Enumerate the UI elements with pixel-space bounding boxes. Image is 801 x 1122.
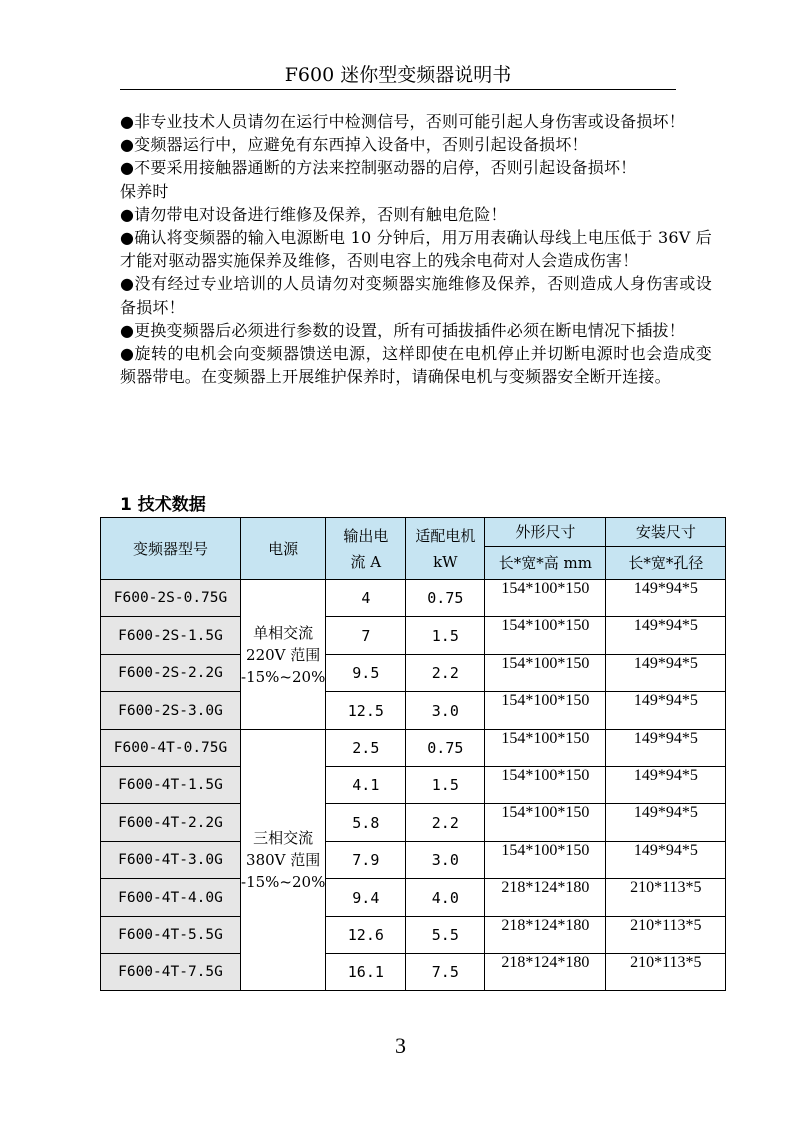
cell-outline: 154*100*150 bbox=[485, 730, 606, 767]
cell-current: 5.8 bbox=[326, 804, 406, 842]
header-install-sub: 长*宽*孔径 bbox=[606, 547, 726, 580]
tech-data-table bbox=[100, 517, 726, 991]
cell-outline: 154*100*150 bbox=[485, 617, 606, 655]
cell-motor: 3.0 bbox=[406, 692, 485, 730]
note-item: ●更换变频器后必须进行参数的设置，所有可插拔插件必须在断电情况下插拔！ bbox=[120, 320, 685, 340]
cell-install: 210*113*5 bbox=[606, 954, 726, 991]
cell-model: F600-2S-2.2G bbox=[101, 655, 241, 692]
cell-motor: 2.2 bbox=[406, 655, 485, 692]
power-line: -15%~20% bbox=[241, 873, 326, 891]
cell-model: F600-4T-7.5G bbox=[101, 954, 241, 991]
cell-current: 16.1 bbox=[326, 954, 406, 991]
cell-model: F600-4T-5.5G bbox=[101, 917, 241, 954]
cell-install: 210*113*5 bbox=[606, 917, 726, 954]
cell-install: 149*94*5 bbox=[606, 730, 726, 767]
header-current bbox=[326, 518, 406, 580]
cell-power-single-phase bbox=[241, 580, 326, 730]
safety-notes bbox=[120, 110, 712, 388]
cell-motor: 1.5 bbox=[406, 617, 485, 655]
cell-outline: 154*100*150 bbox=[485, 692, 606, 730]
cell-motor: 0.75 bbox=[406, 730, 485, 767]
cell-outline: 154*100*150 bbox=[485, 580, 606, 617]
cell-install: 149*94*5 bbox=[606, 692, 726, 730]
power-line: -15%~20% bbox=[241, 667, 326, 686]
cell-outline: 218*124*180 bbox=[485, 954, 606, 991]
cell-outline: 154*100*150 bbox=[485, 655, 606, 692]
cell-install: 149*94*5 bbox=[606, 804, 726, 842]
cell-motor: 4.0 bbox=[406, 879, 485, 917]
note-heading: 保养时 bbox=[120, 181, 169, 201]
cell-install: 149*94*5 bbox=[606, 767, 726, 804]
page-header-title: F600 迷你型变频器说明书 bbox=[284, 64, 512, 86]
cell-motor: 7.5 bbox=[406, 954, 485, 991]
cell-install: 149*94*5 bbox=[606, 580, 726, 617]
cell-install: 210*113*5 bbox=[606, 879, 726, 917]
power-line: 单相交流 bbox=[253, 623, 314, 642]
cell-model: F600-2S-0.75G bbox=[101, 580, 241, 617]
cell-install: 149*94*5 bbox=[606, 617, 726, 655]
header-outline-sub: 长*宽*高 mm bbox=[485, 547, 606, 580]
cell-current: 7 bbox=[326, 617, 406, 655]
header-current-text: 输出电流 A bbox=[343, 526, 389, 571]
note-item: ●确认将变频器的输入电源断电 10 分钟后，用万用表确认母线上电压低于 36V 后才能对驱动器实施保养及维修，否则电容上的残余电荷对人会造成伤害！ bbox=[120, 228, 712, 271]
cell-current: 4 bbox=[326, 580, 406, 617]
power-line: 220V 范围 bbox=[246, 645, 321, 664]
cell-outline: 154*100*150 bbox=[485, 842, 606, 879]
note-item: ●旋转的电机会向变频器馈送电源，这样即使在电机停止并切断电源时也会造成变频器带电。在变频器上开展维护保养时，请确保电机与变频器安全断开连接。 bbox=[120, 344, 712, 387]
power-line: 三相交流 bbox=[253, 829, 314, 847]
cell-current: 2.5 bbox=[326, 730, 406, 767]
header-model: 变频器型号 bbox=[101, 518, 241, 580]
cell-current: 9.5 bbox=[326, 655, 406, 692]
cell-power-three-phase bbox=[241, 730, 326, 991]
cell-current: 12.5 bbox=[326, 692, 406, 730]
cell-install: 149*94*5 bbox=[606, 655, 726, 692]
cell-motor: 2.2 bbox=[406, 804, 485, 842]
cell-motor: 1.5 bbox=[406, 767, 485, 804]
page-number: 3 bbox=[395, 1033, 406, 1058]
cell-model: F600-2S-1.5G bbox=[101, 617, 241, 655]
cell-model: F600-4T-0.75G bbox=[101, 730, 241, 767]
header-outline: 外形尺寸 bbox=[485, 518, 606, 547]
header-motor-text: 适配电机 kW bbox=[415, 526, 476, 571]
section-title: 1 技术数据 bbox=[120, 495, 206, 515]
cell-outline: 154*100*150 bbox=[485, 767, 606, 804]
cell-current: 7.9 bbox=[326, 842, 406, 879]
note-item: ●不要采用接触器通断的方法来控制驱动器的启停，否则引起设备损坏！ bbox=[120, 158, 637, 178]
cell-model: F600-4T-3.0G bbox=[101, 842, 241, 879]
cell-current: 9.4 bbox=[326, 879, 406, 917]
note-item: ●非专业技术人员请勿在运行中检测信号，否则可能引起人身伤害或设备损坏！ bbox=[120, 112, 685, 131]
cell-outline: 154*100*150 bbox=[485, 804, 606, 842]
header-power: 电源 bbox=[241, 518, 326, 580]
cell-current: 4.1 bbox=[326, 767, 406, 804]
note-item: ●请勿带电对设备进行维修及保养，否则有触电危险！ bbox=[120, 204, 507, 224]
cell-model: F600-4T-1.5G bbox=[101, 767, 241, 804]
cell-model: F600-2S-3.0G bbox=[101, 692, 241, 730]
header-divider bbox=[120, 89, 676, 90]
cell-outline: 218*124*180 bbox=[485, 917, 606, 954]
cell-motor: 0.75 bbox=[406, 580, 485, 617]
cell-model: F600-4T-2.2G bbox=[101, 804, 241, 842]
cell-install: 149*94*5 bbox=[606, 842, 726, 879]
cell-motor: 3.0 bbox=[406, 842, 485, 879]
header-motor bbox=[406, 518, 485, 580]
note-item: ●没有经过专业培训的人员请勿对变频器实施维修及保养，否则造成人身伤害或设备损坏！ bbox=[120, 274, 712, 317]
power-line: 380V 范围 bbox=[246, 851, 321, 869]
cell-model: F600-4T-4.0G bbox=[101, 879, 241, 917]
cell-current: 12.6 bbox=[326, 917, 406, 954]
cell-motor: 5.5 bbox=[406, 917, 485, 954]
cell-outline: 218*124*180 bbox=[485, 879, 606, 917]
note-item: ●变频器运行中，应避免有东西掉入设备中，否则引起设备损坏！ bbox=[120, 135, 588, 155]
header-install: 安装尺寸 bbox=[606, 518, 726, 547]
